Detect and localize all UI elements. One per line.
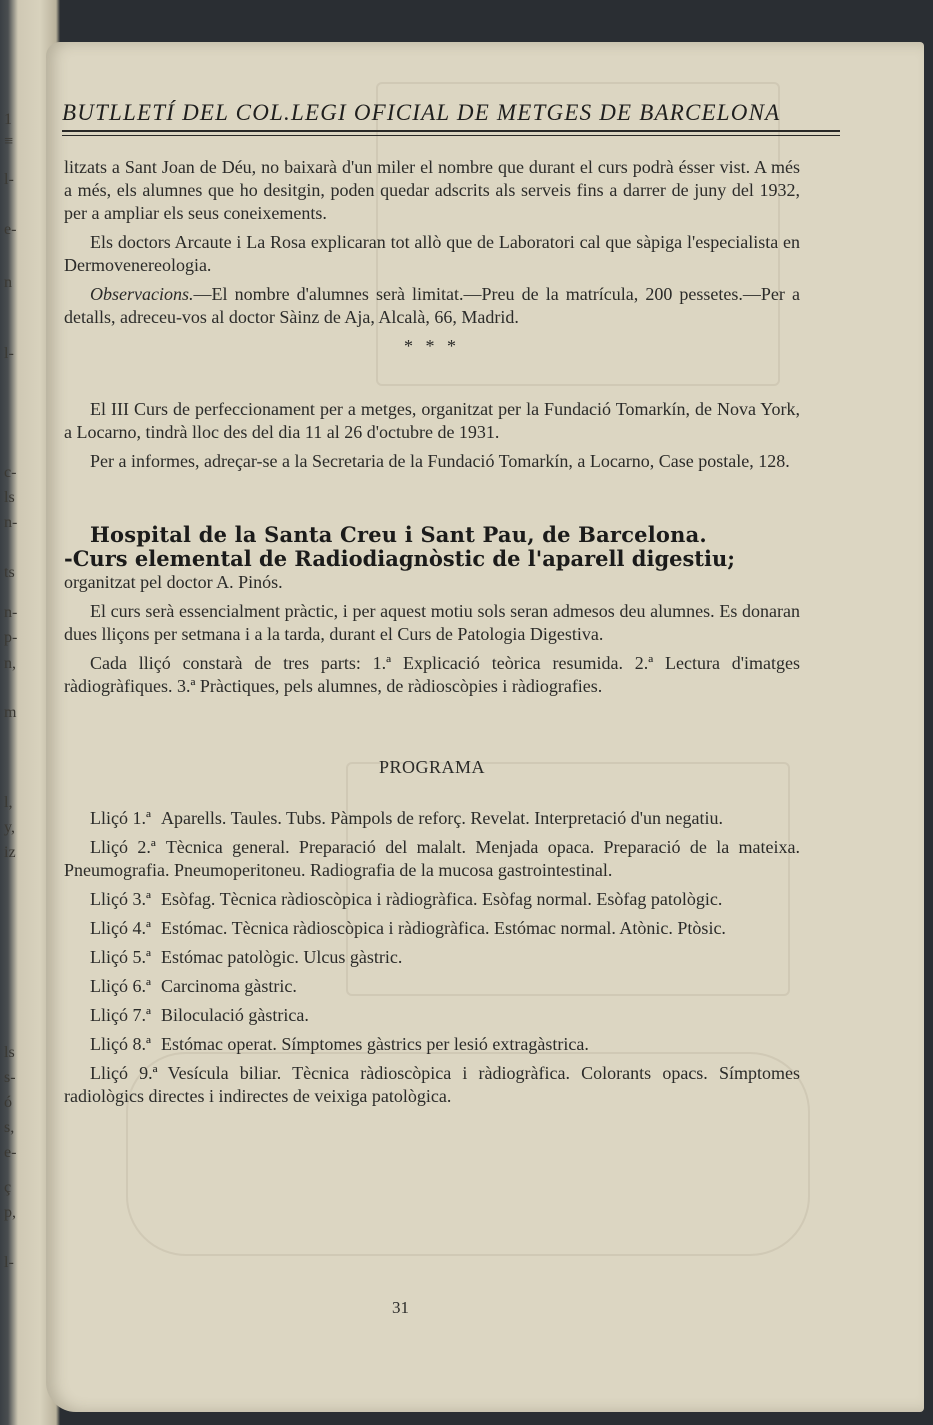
lesson-text: Estómac patològic. Ulcus gàstric.	[160, 947, 403, 967]
journal-page	[46, 42, 924, 1412]
edge-mark: p,	[4, 1204, 16, 1221]
lesson-item	[64, 946, 800, 969]
edge-mark: n-	[4, 604, 18, 621]
lesson-number: Lliçó 2.ª	[90, 837, 156, 857]
lesson-text: Carcinoma gàstric.	[160, 976, 297, 996]
edge-mark: c-	[4, 464, 17, 481]
edge-mark: e-	[4, 221, 17, 238]
running-header: BUTLLETÍ DEL COL.LEGI OFICIAL DE METGES DE BARCELONA	[62, 100, 781, 125]
lesson-item	[64, 917, 800, 940]
section-subtitle: -Curs elemental de Radiodiagnòstic de l'aparell digestiu;	[64, 546, 736, 571]
lesson-text: Vesícula biliar. Tècnica ràdioscòpica i ràdiogràfica. Colorants opacs. Símptomes radiològics directes i indirectes de veixiga patològica.	[64, 1063, 800, 1106]
body-paragraph: El curs serà essencialment pràctic, i per aquest motiu sols seran admesos deu alumnes. Es donaran dues lliçons per setmana i a la tarda, durant el Curs de Patologia Digestiva.	[64, 601, 800, 644]
edge-mark: ls	[4, 1044, 15, 1061]
body-paragraph: Per a informes, adreçar-se a la Secretaria de la Fundació Tomarkín, a Locarno, Case postale, 128.	[90, 451, 790, 471]
lesson-number: Lliçó 4.ª	[90, 918, 151, 938]
edge-mark: iz	[4, 844, 16, 861]
edge-mark: y,	[4, 819, 15, 836]
edge-mark: p-	[4, 629, 18, 646]
lesson-item	[64, 807, 800, 830]
lesson-list	[64, 807, 800, 1108]
edge-mark: n-	[4, 514, 18, 531]
lesson-text: Tècnica general. Preparació del malalt. Menjada opaca. Preparació de la mateixa. Pneumografia. Pneumoperitoneu. Radiografia de la mucosa gastrointestinal.	[64, 837, 801, 880]
lesson-item	[64, 975, 800, 998]
edge-mark: n,	[4, 655, 16, 672]
header-rule	[62, 130, 840, 132]
section-title: Hospital de la Santa Creu i Sant Pau, de Barcelona.	[90, 522, 707, 547]
lesson-item	[64, 1004, 800, 1027]
edge-mark: 1	[4, 111, 12, 128]
lesson-number: Lliçó 7.ª	[90, 1005, 151, 1025]
lesson-text: Aparells. Taules. Tubs. Pàmpols de reforç. Revelat. Interpretació d'un negatiu.	[160, 808, 723, 828]
lesson-number: Lliçó 8.ª	[90, 1034, 151, 1054]
programa-heading: PROGRAMA	[378, 757, 486, 777]
edge-mark: n	[4, 274, 12, 291]
lesson-number: Lliçó 3.ª	[90, 889, 151, 909]
edge-mark: ç	[4, 1179, 12, 1196]
edge-mark: l,	[4, 794, 13, 811]
edge-mark: s-	[4, 1069, 16, 1086]
observations-text: Observacions.—El nombre d'alumnes serà limitat.—Preu de la matrícula, 200 pessetes.—Per a detalls, adreceu-vos al doctor Sàinz de Aja, Alcalà, 66, Madrid.	[64, 284, 800, 327]
edge-mark: ts	[4, 564, 15, 581]
lesson-text: Esòfag. Tècnica ràdioscòpica i ràdiogràfica. Esòfag normal. Esòfag patològic.	[160, 889, 723, 909]
body-paragraph: Els doctors Arcaute i La Rosa explicaran tot allò que de Laboratori cal que sàpiga l'especialista en Dermovenereologia.	[64, 232, 800, 275]
lesson-number: Lliçó 5.ª	[90, 947, 151, 967]
lesson-item	[64, 1062, 800, 1108]
lesson-number: Lliçó 6.ª	[90, 976, 151, 996]
lesson-item	[64, 888, 800, 911]
edge-mark: l-	[4, 345, 14, 362]
edge-mark: e-	[4, 1144, 17, 1161]
body-paragraph: litzats a Sant Joan de Déu, no baixarà d'un miler el nombre que durant el curs podrà ésser vist. A més a més, els alumnes que ho desitgin, poden quedar adscrits als serveis fins a darrer de juny del 1932, per a ampliar els seus coneixements.	[64, 157, 800, 223]
lesson-item	[64, 1033, 800, 1056]
page-body	[64, 156, 800, 1114]
edge-mark: m	[4, 704, 17, 721]
edge-mark: l-	[4, 171, 14, 188]
edge-mark: l-	[4, 1254, 14, 1271]
edge-mark: ó	[4, 1094, 12, 1111]
header-rule-thin	[62, 135, 840, 136]
lesson-number: Lliçó 1.ª	[90, 808, 151, 828]
section-organizer: organitzat pel doctor A. Pinós.	[64, 572, 283, 592]
section-separator: * * *	[404, 336, 460, 356]
body-paragraph: Cada lliçó constarà de tres parts: 1.ª Explicació teòrica resumida. 2.ª Lectura d'imatges ràdiogràfiques. 3.ª Pràctiques, pels alumnes, de ràdioscòpies i ràdiografies.	[64, 653, 800, 696]
edge-mark: s,	[4, 1119, 15, 1136]
lesson-text: Biloculació gàstrica.	[160, 1005, 309, 1025]
lesson-item	[64, 836, 800, 882]
lesson-number: Lliçó 9.ª	[90, 1063, 158, 1083]
edge-mark: ls	[4, 489, 15, 506]
body-paragraph	[64, 283, 800, 329]
lesson-text: Estómac operat. Símptomes gàstrics per lesió extragàstrica.	[160, 1034, 589, 1054]
edge-mark: ≡	[4, 133, 14, 150]
page-number: 31	[392, 1298, 409, 1317]
lesson-text: Estómac. Tècnica ràdioscòpica i ràdiogràfica. Estómac normal. Atònic. Ptòsic.	[160, 918, 726, 938]
body-paragraph: El III Curs de perfeccionament per a metges, organitzat per la Fundació Tomarkín, de Nova York, a Locarno, tindrà lloc des del dia 11 al 26 d'octubre de 1931.	[64, 399, 800, 442]
